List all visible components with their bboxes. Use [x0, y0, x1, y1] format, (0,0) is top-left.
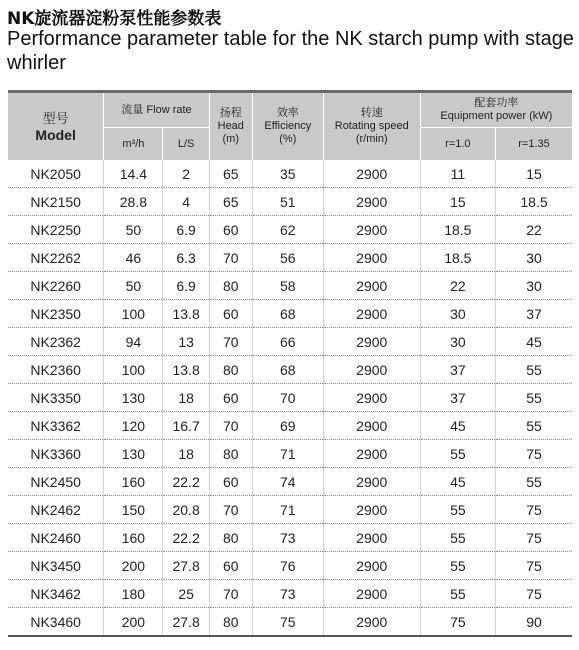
cell-flow-m3h: 180	[104, 580, 163, 608]
cell-flow-m3h: 94	[104, 328, 163, 356]
cell-flow-m3h: 100	[104, 356, 163, 384]
cell-power-r1: 55	[420, 552, 495, 580]
header-power-r2: r=1.35	[496, 128, 572, 161]
cell-flow-m3h: 50	[104, 272, 163, 300]
cell-efficiency: 75	[252, 608, 323, 637]
cell-head: 70	[209, 412, 252, 440]
cell-flow-m3h: 100	[104, 300, 163, 328]
header-head-cn: 扬程	[219, 107, 242, 119]
header-head	[209, 93, 252, 160]
cell-model: NK3460	[8, 608, 104, 637]
header-speed	[323, 93, 420, 160]
cell-speed: 2900	[323, 468, 420, 496]
cell-head: 60	[209, 468, 252, 496]
table-row	[8, 440, 572, 468]
cell-speed: 2900	[323, 244, 420, 272]
header-power-r1: r=1.0	[420, 128, 495, 161]
cell-model: NK3350	[8, 384, 104, 412]
cell-flow-ls: 18	[163, 440, 209, 468]
cell-head: 60	[209, 552, 252, 580]
cell-model: NK3450	[8, 552, 104, 580]
cell-power-r1: 37	[420, 356, 495, 384]
cell-speed: 2900	[323, 356, 420, 384]
table-row	[8, 412, 572, 440]
header-flow-rate: 流量 Flow rate	[104, 93, 209, 128]
cell-efficiency: 74	[252, 468, 323, 496]
header-head-en: Head	[217, 120, 244, 132]
header-model-cn: 型号	[42, 110, 69, 126]
cell-power-r1: 55	[420, 524, 495, 552]
cell-model: NK2050	[8, 160, 104, 188]
header-speed-unit: (r/min)	[355, 133, 388, 145]
table-row	[8, 524, 572, 552]
table-row	[8, 188, 572, 216]
table-row	[8, 608, 572, 637]
cell-flow-ls: 13.8	[163, 356, 209, 384]
cell-efficiency: 68	[252, 300, 323, 328]
cell-power-r2: 30	[496, 272, 572, 300]
cell-model: NK2262	[8, 244, 104, 272]
cell-power-r2: 55	[496, 384, 572, 412]
header-flow-m3h: m³/h	[104, 128, 163, 161]
cell-flow-m3h: 46	[104, 244, 163, 272]
cell-power-r1: 37	[420, 384, 495, 412]
cell-efficiency: 66	[252, 328, 323, 356]
cell-power-r2: 75	[496, 552, 572, 580]
cell-flow-m3h: 160	[104, 468, 163, 496]
cell-efficiency: 71	[252, 496, 323, 524]
cell-speed: 2900	[323, 328, 420, 356]
title-chinese: NK旋流器淀粉泵性能参数表	[7, 9, 222, 29]
cell-power-r1: 55	[420, 440, 495, 468]
cell-flow-ls: 27.8	[163, 552, 209, 580]
cell-head: 70	[209, 244, 252, 272]
table-row	[8, 216, 572, 244]
cell-power-r1: 45	[420, 412, 495, 440]
cell-flow-ls: 16.7	[163, 412, 209, 440]
cell-flow-ls: 6.9	[163, 272, 209, 300]
cell-power-r1: 18.5	[420, 244, 495, 272]
cell-model: NK2150	[8, 188, 104, 216]
cell-power-r2: 45	[496, 328, 572, 356]
cell-efficiency: 73	[252, 524, 323, 552]
cell-speed: 2900	[323, 160, 420, 188]
cell-power-r1: 55	[420, 496, 495, 524]
header-power-en: Equipment power (kW)	[440, 110, 553, 122]
cell-power-r2: 15	[496, 160, 572, 188]
cell-flow-ls: 6.9	[163, 216, 209, 244]
cell-flow-ls: 20.8	[163, 496, 209, 524]
cell-flow-m3h: 14.4	[104, 160, 163, 188]
header-eff-en: Efficiency	[264, 120, 312, 132]
cell-flow-ls: 27.8	[163, 608, 209, 637]
cell-power-r2: 90	[496, 608, 572, 637]
cell-efficiency: 71	[252, 440, 323, 468]
cell-head: 80	[209, 272, 252, 300]
cell-efficiency: 69	[252, 412, 323, 440]
cell-flow-m3h: 160	[104, 524, 163, 552]
header-eff-unit: (%)	[279, 133, 297, 145]
table-row	[8, 580, 572, 608]
cell-flow-m3h: 28.8	[104, 188, 163, 216]
cell-head: 80	[209, 440, 252, 468]
header-power	[420, 93, 572, 128]
cell-power-r2: 75	[496, 496, 572, 524]
header-head-unit: (m)	[222, 133, 240, 145]
cell-model: NK2460	[8, 524, 104, 552]
cell-power-r1: 75	[420, 608, 495, 637]
cell-power-r2: 75	[496, 580, 572, 608]
cell-power-r1: 22	[420, 272, 495, 300]
cell-efficiency: 73	[252, 580, 323, 608]
cell-efficiency: 76	[252, 552, 323, 580]
header-flow-ls: L/S	[163, 128, 209, 161]
cell-efficiency: 56	[252, 244, 323, 272]
cell-head: 70	[209, 580, 252, 608]
table-row	[8, 160, 572, 188]
cell-power-r2: 18.5	[496, 188, 572, 216]
cell-power-r2: 75	[496, 440, 572, 468]
cell-model: NK2250	[8, 216, 104, 244]
cell-speed: 2900	[323, 412, 420, 440]
cell-flow-ls: 13.8	[163, 300, 209, 328]
cell-speed: 2900	[323, 580, 420, 608]
header-model-en: Model	[35, 126, 76, 143]
cell-efficiency: 70	[252, 384, 323, 412]
table-row	[8, 244, 572, 272]
cell-power-r1: 15	[420, 188, 495, 216]
cell-flow-m3h: 120	[104, 412, 163, 440]
cell-model: NK2450	[8, 468, 104, 496]
cell-speed: 2900	[323, 300, 420, 328]
cell-flow-ls: 18	[163, 384, 209, 412]
cell-head: 65	[209, 160, 252, 188]
cell-efficiency: 51	[252, 188, 323, 216]
cell-speed: 2900	[323, 272, 420, 300]
cell-flow-ls: 6.3	[163, 244, 209, 272]
cell-flow-ls: 25	[163, 580, 209, 608]
header-efficiency	[252, 93, 323, 160]
cell-efficiency: 35	[252, 160, 323, 188]
cell-head: 70	[209, 328, 252, 356]
cell-speed: 2900	[323, 496, 420, 524]
table-body	[8, 160, 572, 636]
cell-flow-m3h: 200	[104, 608, 163, 637]
cell-model: NK3462	[8, 580, 104, 608]
cell-power-r1: 55	[420, 580, 495, 608]
header-model	[8, 93, 104, 160]
table-row	[8, 384, 572, 412]
cell-flow-ls: 13	[163, 328, 209, 356]
header-eff-cn: 效率	[276, 107, 299, 119]
cell-power-r2: 37	[496, 300, 572, 328]
cell-head: 60	[209, 216, 252, 244]
cell-model: NK2362	[8, 328, 104, 356]
cell-power-r1: 18.5	[420, 216, 495, 244]
table-row	[8, 328, 572, 356]
cell-head: 70	[209, 496, 252, 524]
cell-model: NK2462	[8, 496, 104, 524]
cell-head: 60	[209, 384, 252, 412]
cell-efficiency: 68	[252, 356, 323, 384]
cell-power-r2: 22	[496, 216, 572, 244]
cell-speed: 2900	[323, 608, 420, 637]
cell-flow-ls: 22.2	[163, 524, 209, 552]
cell-power-r2: 55	[496, 412, 572, 440]
cell-efficiency: 58	[252, 272, 323, 300]
cell-power-r1: 30	[420, 300, 495, 328]
cell-head: 80	[209, 356, 252, 384]
table-row	[8, 272, 572, 300]
table-row	[8, 300, 572, 328]
cell-power-r1: 45	[420, 468, 495, 496]
cell-power-r2: 55	[496, 468, 572, 496]
cell-speed: 2900	[323, 188, 420, 216]
cell-model: NK2260	[8, 272, 104, 300]
cell-power-r1: 11	[420, 160, 495, 188]
cell-speed: 2900	[323, 552, 420, 580]
cell-power-r2: 75	[496, 524, 572, 552]
cell-flow-m3h: 50	[104, 216, 163, 244]
cell-speed: 2900	[323, 216, 420, 244]
cell-efficiency: 62	[252, 216, 323, 244]
cell-flow-ls: 22.2	[163, 468, 209, 496]
cell-flow-m3h: 130	[104, 384, 163, 412]
cell-flow-m3h: 150	[104, 496, 163, 524]
cell-flow-ls: 4	[163, 188, 209, 216]
cell-model: NK2360	[8, 356, 104, 384]
cell-power-r2: 30	[496, 244, 572, 272]
cell-head: 65	[209, 188, 252, 216]
cell-model: NK3360	[8, 440, 104, 468]
performance-table	[8, 90, 572, 637]
cell-flow-m3h: 130	[104, 440, 163, 468]
cell-model: NK3362	[8, 412, 104, 440]
title-english: Performance parameter table for the NK starch pump with stage whirler	[7, 28, 574, 74]
table-row	[8, 468, 572, 496]
table-row	[8, 552, 572, 580]
header-speed-en: Rotating speed	[334, 120, 409, 132]
header-power-cn: 配套功率	[474, 97, 519, 109]
table-row	[8, 496, 572, 524]
cell-power-r1: 30	[420, 328, 495, 356]
table-row	[8, 356, 572, 384]
cell-speed: 2900	[323, 440, 420, 468]
cell-model: NK2350	[8, 300, 104, 328]
cell-speed: 2900	[323, 524, 420, 552]
cell-flow-m3h: 200	[104, 552, 163, 580]
cell-head: 60	[209, 300, 252, 328]
cell-speed: 2900	[323, 384, 420, 412]
cell-head: 80	[209, 524, 252, 552]
cell-flow-ls: 2	[163, 160, 209, 188]
header-speed-cn: 转速	[360, 107, 383, 119]
cell-power-r2: 55	[496, 356, 572, 384]
cell-head: 80	[209, 608, 252, 637]
